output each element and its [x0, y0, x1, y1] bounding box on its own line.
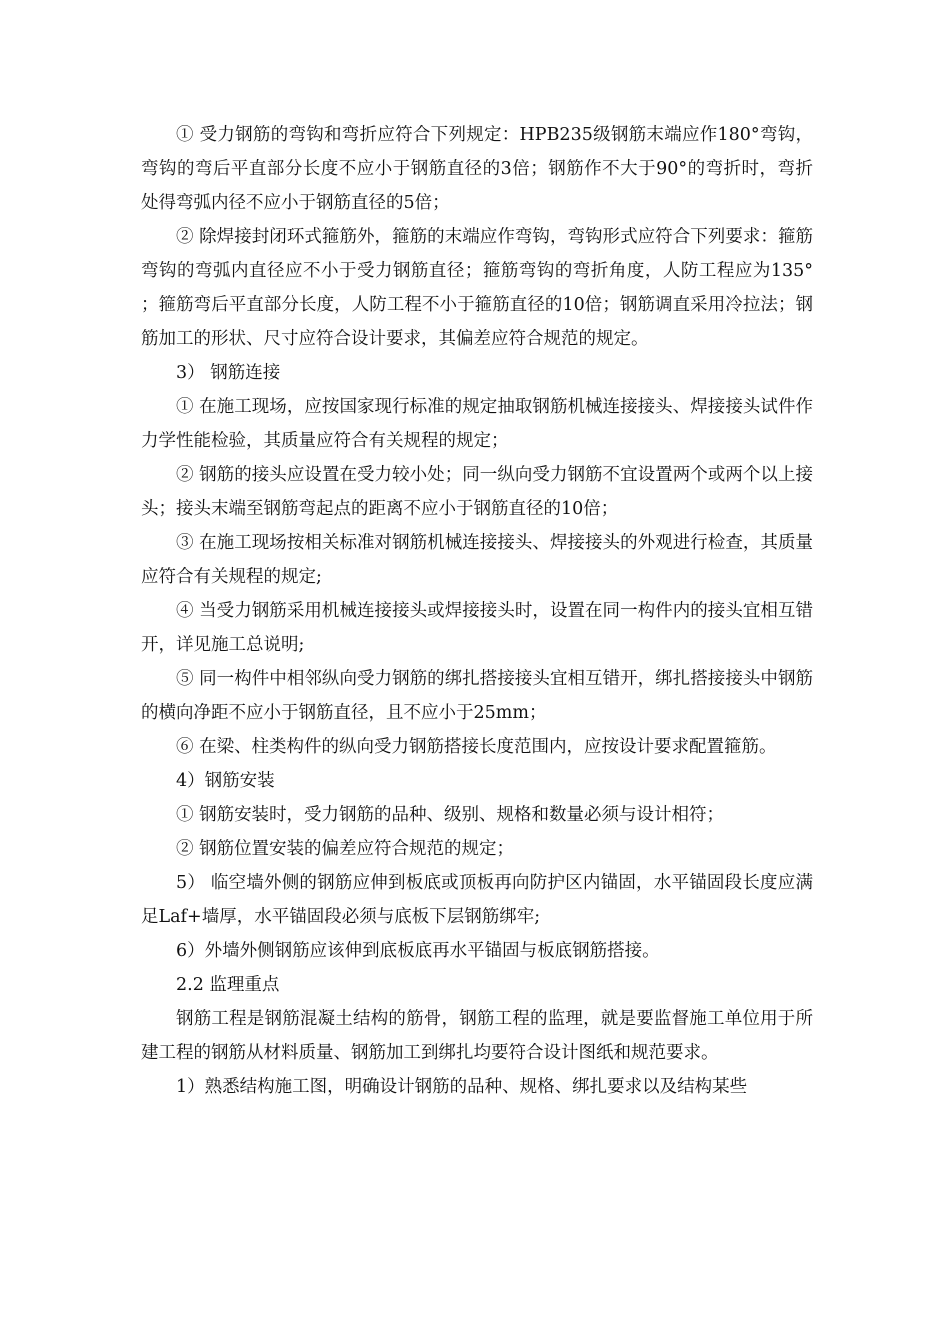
paragraph-outer-wall-anchorage: 6）外墙外侧钢筋应该伸到底板底再水平锚固与板底钢筋搭接。 — [176, 941, 660, 961]
paragraph-installation-spec-match: ① 钢筋安装时，受力钢筋的品种、级别、规格和数量必须与设计相符； — [176, 805, 725, 825]
paragraph-hook-bending-rules: ① 受力钢筋的弯钩和弯折应符合下列规定：HPB235级钢筋末端应作180°弯钩，弯钩的弯后平直部分长度不应小于钢筋直径的3倍；钢筋作不大于90°的弯折时，弯折处得弯弧内径不应小于钢筋直径的5倍； — [141, 125, 813, 213]
paragraph-supervision-overview: 钢筋工程是钢筋混凝土结构的筋骨，钢筋工程的监理，就是要监督施工单位用于所建工程的钢筋从材料质量、钢筋加工到绑扎均要符合设计图纸和规范要求。 — [141, 1009, 813, 1063]
paragraph-lap-zone-stirrups: ⑥ 在梁、柱类构件的纵向受力钢筋搭接长度范围内，应按设计要求配置箍筋。 — [176, 737, 777, 757]
document-body — [141, 118, 813, 1104]
heading-supervision-focus: 2.2 监理重点 — [176, 975, 280, 995]
paragraph-stirrup-hook-rules: ② 除焊接封闭环式箍筋外，箍筋的末端应作弯钩，弯钩形式应符合下列要求：箍筋弯钩的弯弧内直径应不小于受力钢筋直径；箍筋弯钩的弯折角度，人防工程应为135°；箍筋弯后平直部分长度，人防工程不小于箍筋直径的10倍；钢筋调直采用冷拉法；钢筋加工的形状、尺寸应符合设计要求，其偏差应符合规范的规定。 — [141, 227, 813, 349]
paragraph-joint-location: ② 钢筋的接头应设置在受力较小处；同一纵向受力钢筋不宜设置两个或两个以上接头；接头末端至钢筋弯起点的距离不应小于钢筋直径的10倍； — [141, 465, 813, 519]
paragraph-lap-splice-spacing: ⑤ 同一构件中相邻纵向受力钢筋的绑扎搭接接头宜相互错开，绑扎搭接接头中钢筋的横向净距不应小于钢筋直径，且不应小于25mm； — [141, 669, 813, 723]
paragraph-installation-tolerance: ② 钢筋位置安装的偏差应符合规范的规定； — [176, 839, 515, 859]
paragraph-study-drawings: 1）熟悉结构施工图，明确设计钢筋的品种、规格、绑扎要求以及结构某些 — [176, 1077, 748, 1097]
paragraph-blast-wall-anchorage: 5） 临空墙外侧的钢筋应伸到板底或顶板再向防护区内锚固，水平锚固段长度应满足Laf+墙厚，水平锚固段必须与底板下层钢筋绑牢; — [141, 873, 813, 927]
paragraph-joint-staggering: ④ 当受力钢筋采用机械连接接头或焊接接头时，设置在同一构件内的接头宜相互错开，详见施工总说明; — [141, 601, 813, 655]
paragraph-connection-testing: ① 在施工现场，应按国家现行标准的规定抽取钢筋机械连接接头、焊接接头试件作力学性能检验，其质量应符合有关规程的规定； — [141, 397, 813, 451]
heading-rebar-connection: 3） 钢筋连接 — [176, 363, 281, 383]
heading-rebar-installation: 4）钢筋安装 — [176, 771, 275, 791]
paragraph-joint-appearance-check: ③ 在施工现场按相关标准对钢筋机械连接接头、焊接接头的外观进行检查，其质量应符合有关规程的规定; — [141, 533, 813, 587]
